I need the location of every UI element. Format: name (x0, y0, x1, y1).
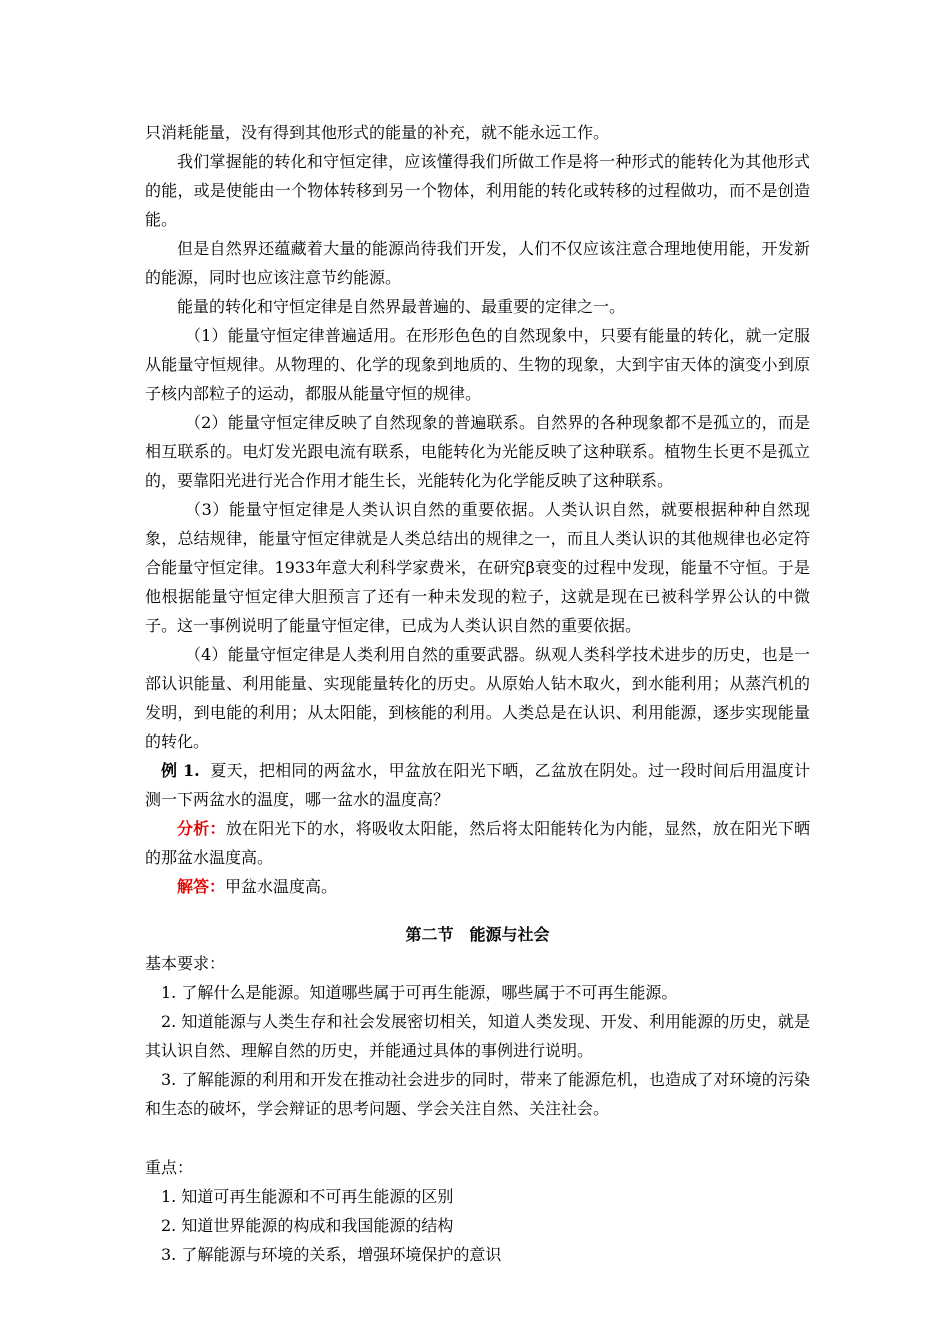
point-connection: （2）能量守恒定律反映了自然现象的普遍联系。自然界的各种现象都不是孤立的，而是相互联系的。电灯发光跟电流有联系，电能转化为光能反映了这种联系。植物生长更不是孤立的，要靠阳光进行光合作用才能生长，光能转化为化学能反映了这种联系。 (145, 413, 810, 490)
point-universal: （1）能量守恒定律普遍适用。在形形色色的自然现象中，只要有能量的转化，就一定服从能量守恒规律。从物理的、化学的现象到地质的、生物的现象，大到宇宙天体的演变小到原子核内部粒子的运动，都服从能量守恒的规律。 (145, 326, 810, 403)
section-number: 第二节 (405, 925, 454, 944)
document-page (145, 118, 810, 1269)
key-points-label: 重点： (145, 1158, 194, 1177)
answer-text: 甲盆水温度高。 (225, 877, 338, 896)
requirement-item: 3. 了解能源的利用和开发在推动社会进步的同时，带来了能源危机，也造成了对环境的污染和生态的破坏，学会辩证的思考问题、学会关注自然、关注社会。 (145, 1070, 810, 1118)
section-heading (145, 921, 810, 949)
key-point-item: 3. 了解能源与环境的关系，增强环境保护的意识 (161, 1245, 502, 1264)
point-recognition: （3）能量守恒定律是人类认识自然的重要依据。人类认识自然，就要根据种种自然现象，总结规律，能量守恒定律就是人类总结出的规律之一，而且人类认识的其他规律也必定符合能量守恒定律。1933年意大利科学家费米，在研究β衰变的过程中发现，能量不守恒。于是他根据能量守恒定律大胆预言了还有一种未发现的粒子，这就是现在已被科学界公认的中微子。这一事例说明了能量守恒定律，已成为人类认识自然的重要依据。 (145, 500, 810, 635)
answer-label: 解答： (177, 877, 226, 896)
paragraph-law-importance: 能量的转化和守恒定律是自然界最普遍的、最重要的定律之一。 (177, 297, 626, 316)
example-text: 夏天，把相同的两盆水，甲盆放在阳光下晒，乙盆放在阴处。过一段时间后用温度计测一下两盆水的温度，哪一盆水的温度高？ (145, 761, 810, 809)
requirement-item: 1. 了解什么是能源。知道哪些属于可再生能源，哪些属于不可再生能源。 (161, 983, 678, 1002)
example-label: 例 1. (161, 761, 200, 780)
example-answer (145, 872, 810, 901)
requirements-label: 基本要求： (145, 954, 226, 973)
section-title: 能源与社会 (469, 925, 550, 944)
key-point-item: 2. 知道世界能源的构成和我国能源的结构 (161, 1216, 454, 1235)
analysis-label: 分析： (177, 819, 226, 838)
key-point-item: 1. 知道可再生能源和不可再生能源的区别 (161, 1187, 454, 1206)
example-analysis (145, 814, 810, 872)
analysis-text: 放在阳光下的水，将吸收太阳能，然后将太阳能转化为内能，显然，放在阳光下晒的那盆水温度高。 (145, 819, 810, 867)
paragraph-continuation: 只消耗能量，没有得到其他形式的能量的补充，就不能永远工作。 (145, 123, 610, 142)
example-question (145, 756, 810, 814)
blank-line (145, 1123, 810, 1153)
requirement-item: 2. 知道能源与人类生存和社会发展密切相关，知道人类发现、开发、利用能源的历史，就是其认识自然、理解自然的历史，并能通过具体的事例进行说明。 (145, 1012, 810, 1060)
point-utilization: （4）能量守恒定律是人类利用自然的重要武器。纵观人类科学技术进步的历史，也是一部认识能量、利用能量、实现能量转化的历史。从原始人钻木取火，到水能利用；从蒸汽机的发明，到电能的利用；从太阳能，到核能的利用。人类总是在认识、利用能源，逐步实现能量的转化。 (145, 645, 810, 751)
paragraph-conservation-understanding: 我们掌握能的转化和守恒定律，应该懂得我们所做工作是将一种形式的能转化为其他形式的能，或是使能由一个物体转移到另一个物体，利用能的转化或转移的过程做功，而不是创造能。 (145, 152, 810, 229)
paragraph-energy-development: 但是自然界还蕴藏着大量的能源尚待我们开发，人们不仅应该注意合理地使用能，开发新的能源，同时也应该注意节约能源。 (145, 239, 810, 287)
